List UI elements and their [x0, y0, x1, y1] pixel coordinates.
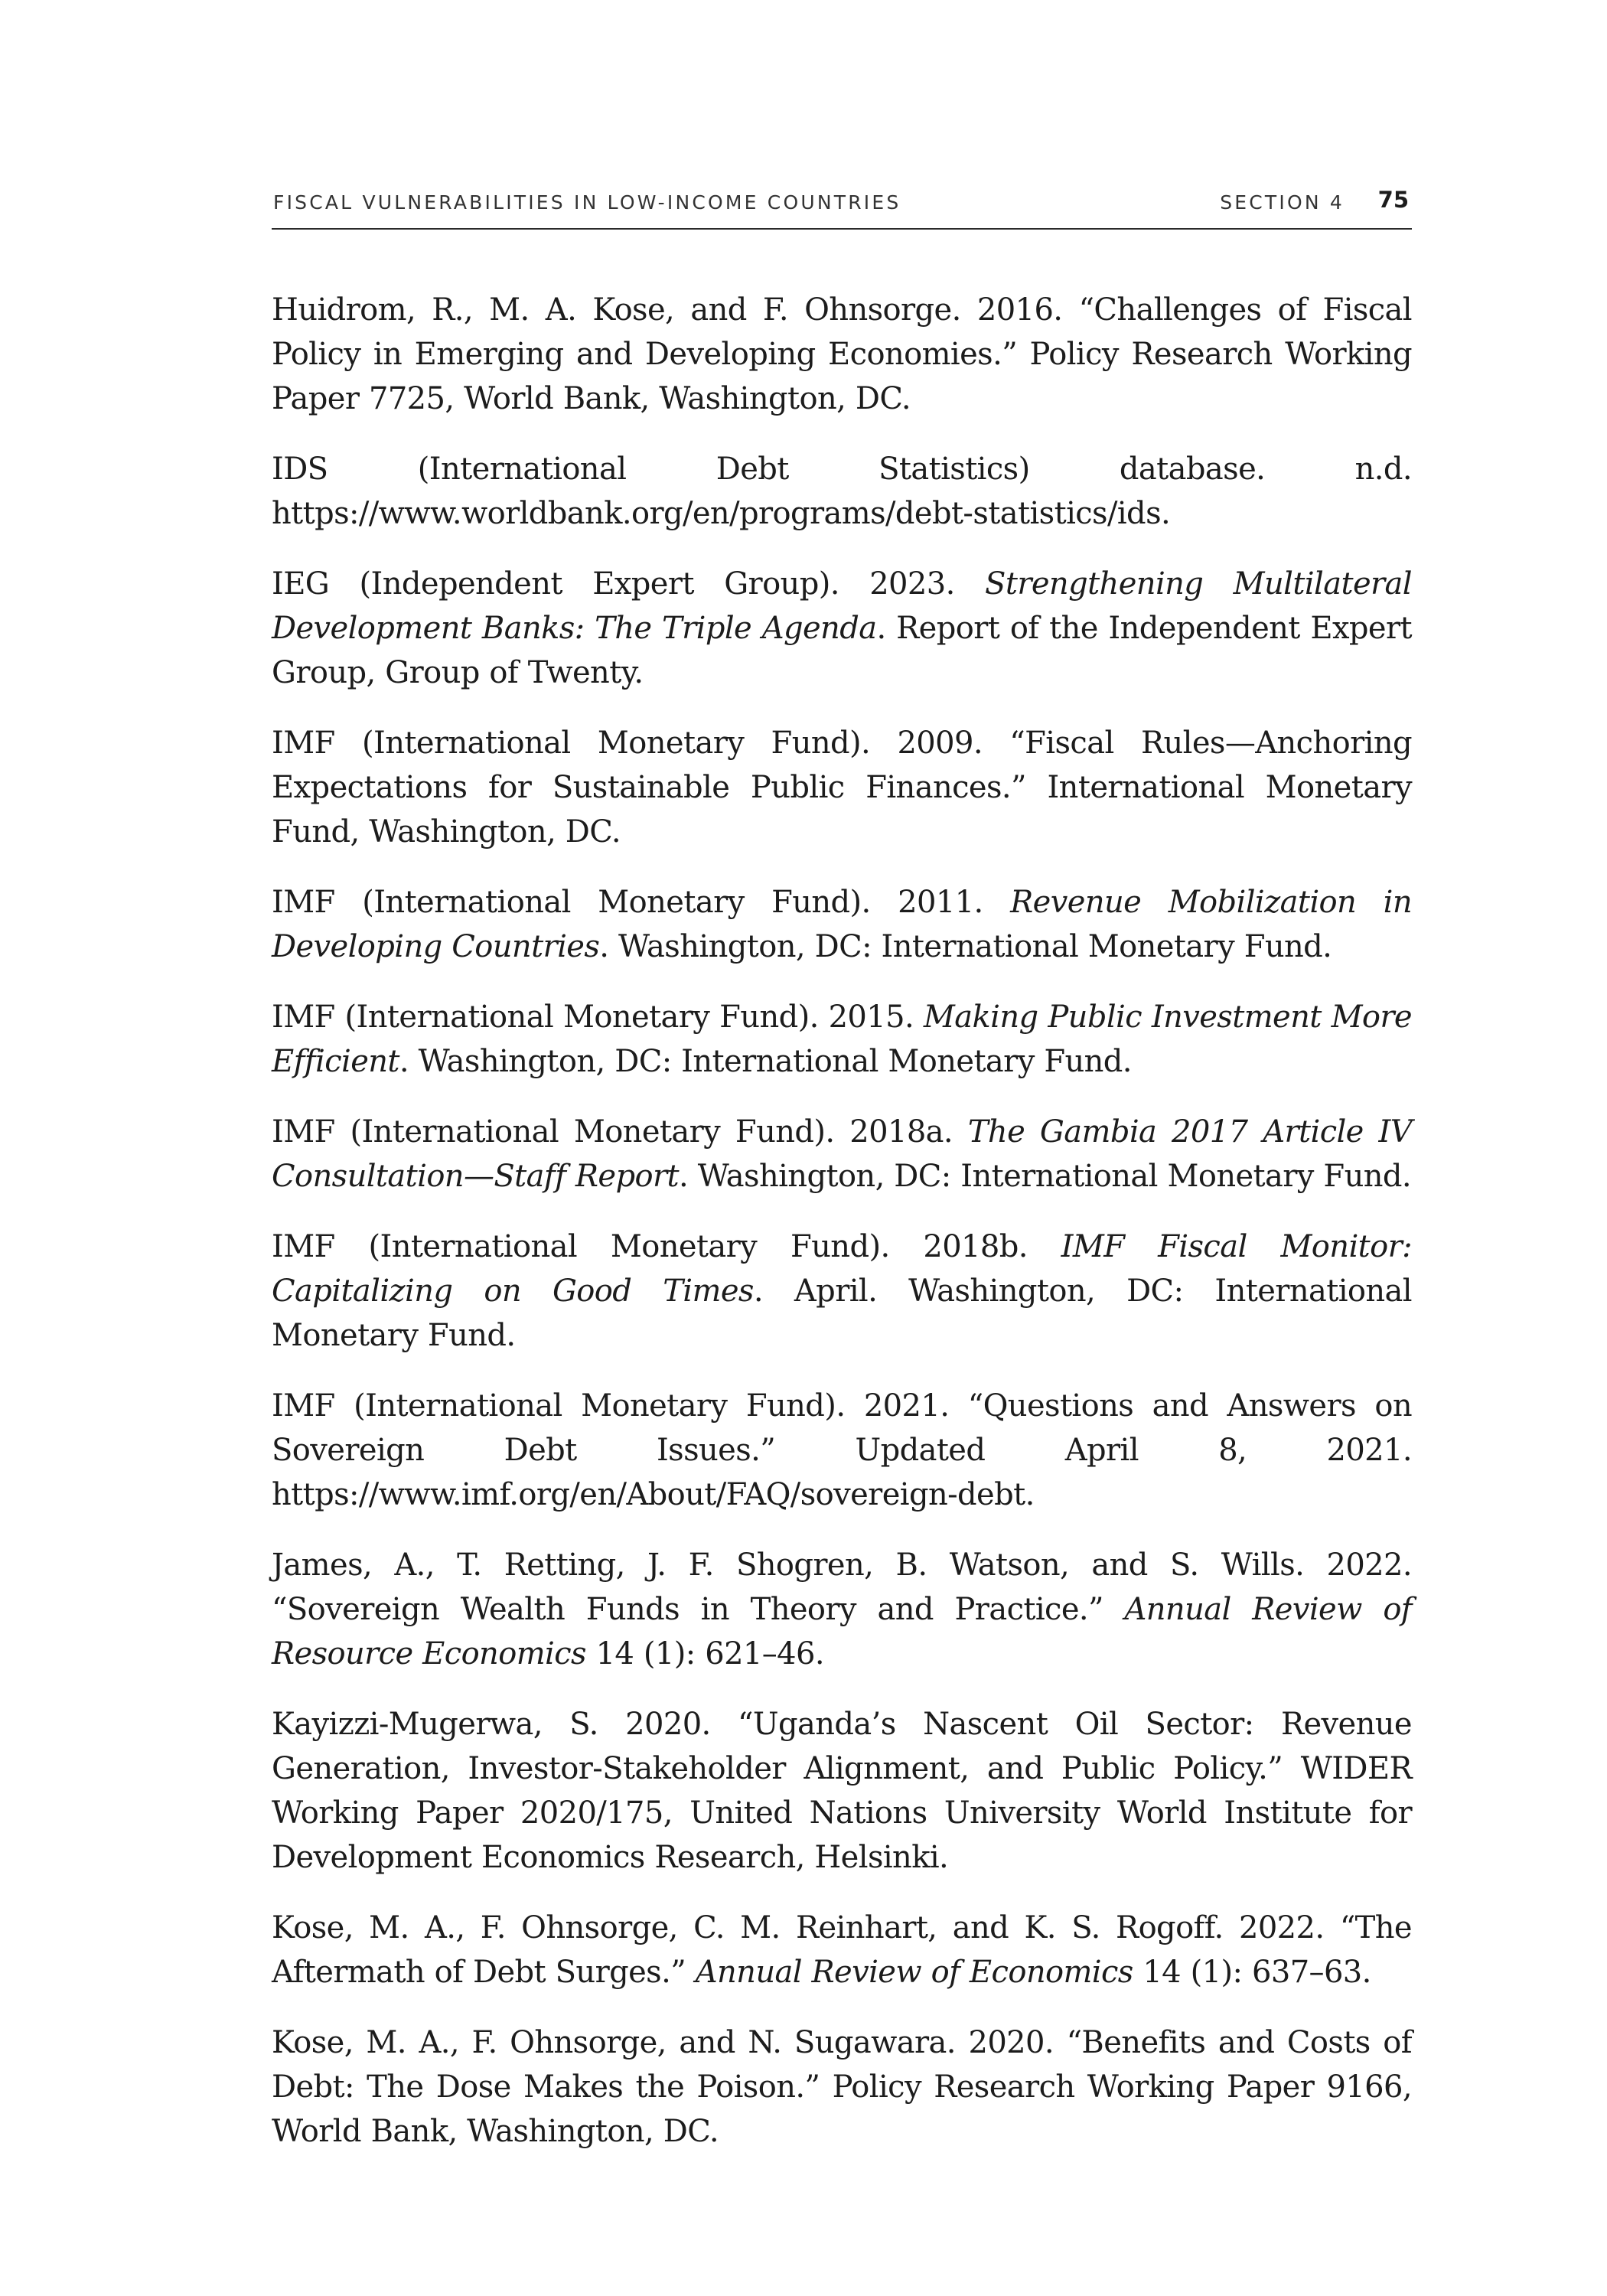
page-number: 75	[1377, 187, 1409, 213]
reference-text: IMF (International Monetary Fund). 2021. “Questions and Answers on Sovereign Debt Issues.” Updated April 8, 2021. https://www.imf.org/en/About/FAQ/​sovereign-debt.	[272, 1388, 1412, 1512]
reference-text: . April. Washington, DC: International Monetary Fund.	[272, 1274, 1412, 1353]
reference-text: Kose, M. A., F. Ohnsorge, and N. Sugawara. 2020. “Benefits and Costs of Debt: The Dose Makes the Poison.” Policy Research Working Paper 9166, World Bank, Washington, DC.	[272, 2025, 1412, 2149]
reference-entry	[272, 288, 1412, 421]
reference-text: . Washington, DC: International Monetary Fund.	[679, 1159, 1412, 1194]
reference-text: 14 (1): 637–63.	[1133, 1955, 1371, 1990]
reference-text: IDS (International Debt Statistics) database. n.d. https://www.worldbank.org/​en/programs/debt-statistics/ids.	[272, 452, 1412, 531]
reference-text: Huidrom, R., M. A. Kose, and F. Ohnsorge. 2016. “Challenges of Fiscal Policy in Emerging and Developing Economies.” Policy Research Working Paper 7725, World Bank, Washington, DC.	[272, 292, 1412, 416]
reference-text: IMF (International Monetary Fund). 2011.	[272, 885, 1011, 920]
reference-entry	[272, 1384, 1412, 1517]
reference-text: . Washington, DC: International Monetary Fund.	[399, 1044, 1132, 1079]
reference-text: IMF (International Monetary Fund). 2009. “Fiscal Rules—Anchoring Expectations for Sustainable Public Finances.” International Monetary Fund, Washington, DC.	[272, 726, 1412, 850]
reference-text: Kayizzi-Mugerwa, S. 2020. “Uganda’s Nascent Oil Sector: Revenue Generation, Investor-Stakeholder Alignment, and Public Policy.” WIDER Working Paper 2020/175, United Nations University World Institute for Development Economics Research, Helsinki.	[272, 1707, 1412, 1875]
reference-list	[272, 288, 1412, 2180]
reference-entry	[272, 1225, 1412, 1358]
section-label: SECTION 4	[1220, 191, 1345, 214]
reference-title-italic: Annual Review of Economics	[695, 1955, 1133, 1990]
reference-entry	[272, 995, 1412, 1084]
reference-title-italic: Making Public Investment More Efficient	[272, 1000, 1413, 1079]
reference-text: IMF (International Monetary Fund). 2018b.	[272, 1229, 1061, 1264]
reference-entry	[272, 1110, 1412, 1199]
reference-title-italic: The Gambia 2017 Article IV Consultation—Staff Report	[272, 1114, 1413, 1194]
reference-text: . Report of the Independent Expert Group, Group of Twenty.	[272, 611, 1412, 690]
reference-entry	[272, 880, 1412, 969]
reference-title-italic: Strengthening Multilateral Development Banks: The Triple Agenda	[272, 566, 1412, 646]
reference-entry	[272, 562, 1412, 695]
reference-text: James, A., T. Retting, J. F. Shogren, B. Watson, and S. Wills. 2022. “Sovereign Wealth Funds in Theory and Practice.”	[272, 1548, 1412, 1627]
reference-entry	[272, 2020, 1412, 2154]
reference-text: Kose, M. A., F. Ohnsorge, C. M. Reinhart, and K. S. Rogoff. 2022. “The Aftermath of Debt Surges.”	[272, 1910, 1412, 1990]
reference-text: 14 (1): 621–46.	[585, 1636, 824, 1671]
page-header	[272, 182, 1412, 230]
reference-text: IEG (Independent Expert Group). 2023.	[272, 566, 986, 602]
reference-entry	[272, 1702, 1412, 1880]
reference-text: . Washington, DC: International Monetary Fund.	[599, 929, 1332, 964]
reference-entry	[272, 721, 1412, 854]
reference-text: IMF (International Monetary Fund). 2015.	[272, 1000, 924, 1035]
reference-entry	[272, 1906, 1412, 1994]
running-title: FISCAL VULNERABILITIES IN LOW-INCOME COUNTRIES	[273, 191, 901, 214]
reference-title-italic: IMF Fiscal Monitor: Capitalizing on Good Times	[272, 1229, 1412, 1309]
reference-text: IMF (International Monetary Fund). 2018a.	[272, 1114, 968, 1150]
reference-title-italic: Revenue Mobilization in Developing Countries	[272, 885, 1412, 964]
reference-entry	[272, 447, 1412, 536]
reference-entry	[272, 1543, 1412, 1676]
reference-title-italic: Annual Review of Resource Economics	[272, 1592, 1413, 1671]
